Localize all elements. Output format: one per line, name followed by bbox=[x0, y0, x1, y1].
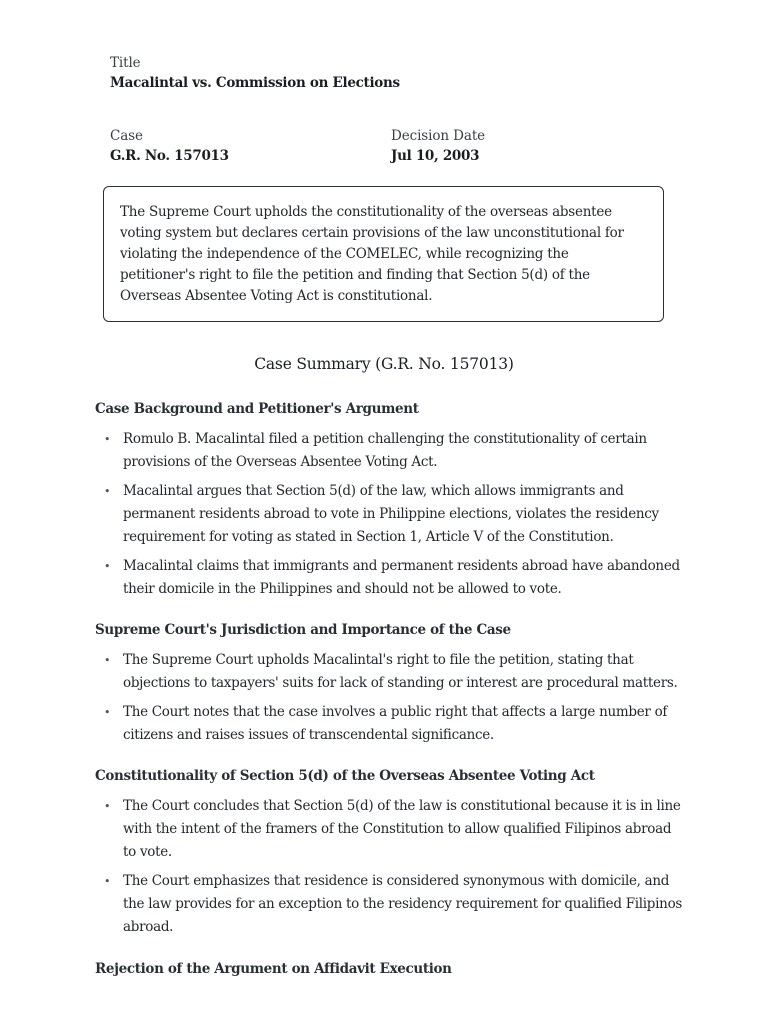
list-item: • The Supreme Court upholds Macalintal's right to file the petition, stating that objections to taxpayers' suits for lack of standing or interest are procedural matters. bbox=[95, 649, 685, 695]
bullet-list bbox=[95, 428, 685, 607]
title-label: Title bbox=[110, 55, 141, 71]
decision-date-label: Decision Date bbox=[391, 128, 486, 144]
list-item: • The Court emphasizes that residence is considered synonymous with domicile, and the law provides for an exception to the residency requirement for qualified Filipinos abroad. bbox=[95, 870, 685, 939]
section-title: Supreme Court's Jurisdiction and Importance of the Case bbox=[95, 622, 511, 638]
bullet-list bbox=[95, 649, 685, 753]
list-item: • Macalintal claims that immigrants and permanent residents abroad have abandoned their domicile in the Philippines and should not be allowed to vote. bbox=[95, 555, 685, 601]
section-title: Constitutionality of Section 5(d) of the Overseas Absentee Voting Act bbox=[95, 768, 595, 784]
section-title: Rejection of the Argument on Affidavit Execution bbox=[95, 961, 452, 977]
decision-date: Jul 10, 2003 bbox=[391, 148, 480, 164]
decision-date-field bbox=[391, 128, 485, 164]
case-label: Case bbox=[110, 128, 143, 144]
list-item: • Macalintal argues that Section 5(d) of the law, which allows immigrants and permanent residents abroad to vote in Philippine elections, violates the residency requirement for voting as stated in Section 1, Article V of the Constitution. bbox=[95, 480, 685, 549]
list-item: • The Court notes that the case involves a public right that affects a large number of citizens and raises issues of transcendental significance. bbox=[95, 701, 685, 747]
bullet-list bbox=[95, 795, 685, 945]
list-item: • Romulo B. Macalintal filed a petition challenging the constitutionality of certain provisions of the Overseas Absentee Voting Act. bbox=[95, 428, 685, 474]
section-title: Case Background and Petitioner's Argument bbox=[95, 401, 419, 417]
title-field bbox=[110, 55, 400, 91]
case-number-field bbox=[110, 128, 229, 164]
case-title: Macalintal vs. Commission on Elections bbox=[110, 75, 400, 91]
summary-box: The Supreme Court upholds the constitutionality of the overseas absentee voting system but declares certain provisions of the law unconstitutional for violating the independence of the COMELEC, while recognizing the petitioner's right to file the petition and finding that Section 5(d) of the Overseas Absentee Voting Act is constitutional. bbox=[103, 186, 664, 322]
case-number: G.R. No. 157013 bbox=[110, 148, 229, 164]
case-summary-heading: Case Summary (G.R. No. 157013) bbox=[254, 355, 514, 373]
list-item: • The Court concludes that Section 5(d) of the law is constitutional because it is in line with the intent of the framers of the Constitution to allow qualified Filipinos abroad to vote. bbox=[95, 795, 685, 864]
